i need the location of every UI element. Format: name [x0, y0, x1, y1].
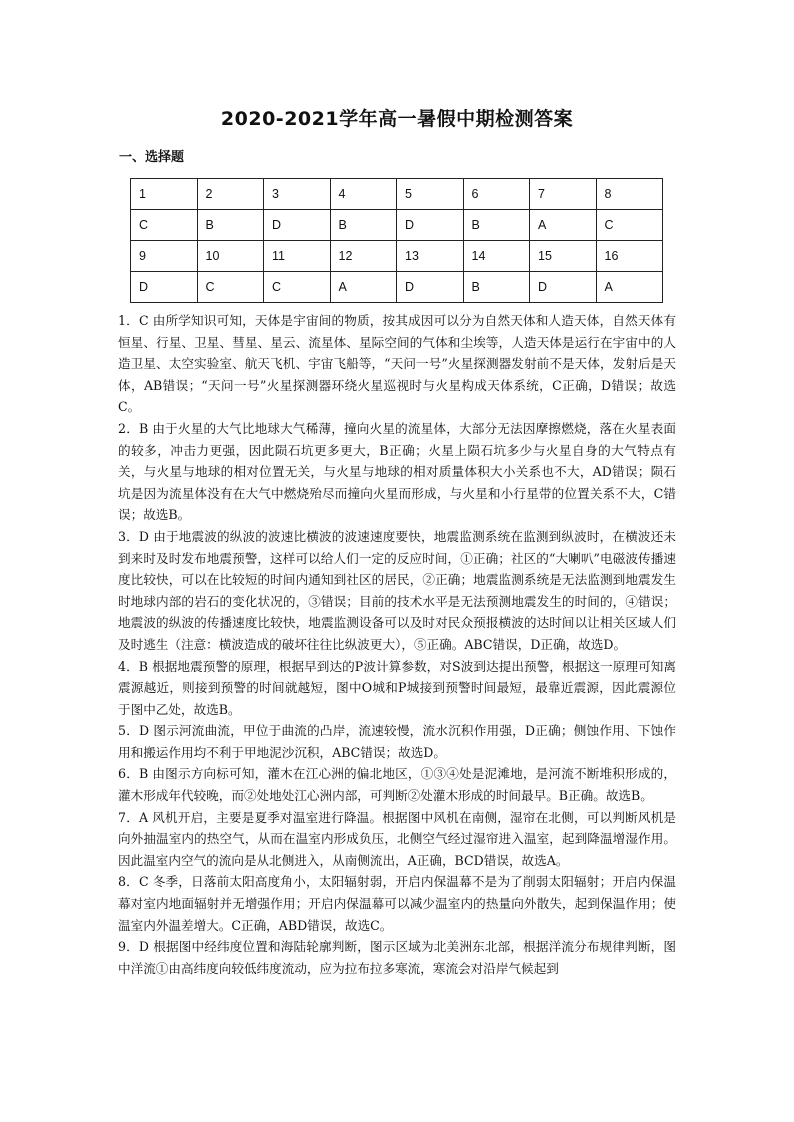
answer-cell: C [264, 272, 331, 303]
answer-cell: C [596, 210, 663, 241]
explanation-paragraph: 7．A 风机开启，主要是夏季对温室进行降温。根据图中风机在南侧，湿帘在北侧，可以判断风机是向外抽温室内的热空气，从而在温室内形成负压，北侧空气经过湿帘进入温室，起到降温增湿作用。因此温室内空气的流向是从北侧进入，从南侧流出，A正确，BCD错误，故选A。 [118, 809, 676, 868]
explanation-paragraph: 3．D 由于地震波的纵波的波速比横波的波速速度要快，地震监测系统在监测到纵波时，在横波还未到来时及时发布地震预警，这样可以给人们一定的反应时间，①正确；社区的“大喇叭”电磁波传播速度比较快，可以在比较短的时间内通知到社区的居民，②正确；地震监测系统是无法监测到地震发生时地球内部的岩石的变化状况的，③错误；目前的技术水平是无法预测地震发生的时间的，④错误；地震波的纵波的传播速度比较快，地震监测设备可以及时对民众预报横波的达时间以让相关区域人们及时逃生（注意：横波造成的破坏往往比纵波更大），⑤正确。ABC错误，D正确，故选D。 [118, 528, 676, 652]
explanation-paragraph: 6．B 由图示方向标可知，灌木在江心洲的偏北地区，①③④处是泥滩地，是河流不断堆积形成的，灌木形成年代较晚，而②处地处江心洲内部，可判断②处灌木形成的时间最早。B正确。故选B。 [118, 766, 676, 804]
question-number-cell: 1 [131, 179, 198, 210]
question-number-cell: 4 [330, 179, 397, 210]
explanation-paragraph: 2．B 由于火星的大气比地球大气稀薄，撞向火星的流星体，大部分无法因摩擦燃烧，落在火星表面的较多，冲击力更强，因此陨石坑更多更大，B正确；火星上陨石坑多少与火星自身的大气特点有关，与火星与地球的相对位置无关，与火星与地球的相对质量体积大小关系也不大，AD错误；陨石坑是因为流星体没有在大气中燃烧殆尽而撞向火星而形成，与火星和小行星带的位置关系不大，C错误；故选B。 [118, 420, 676, 523]
explanation-paragraph: 5．D 图示河流曲流，甲位于曲流的凸岸，流速较慢，流水沉积作用强，D正确；侧蚀作用、下蚀作用和搬运作用均不利于甲地泥沙沉积，ABC错误；故选D。 [118, 723, 676, 760]
answer-cell: B [330, 210, 397, 241]
explanation-paragraph: 8．C 冬季，日落前太阳高度角小，太阳辐射弱，开启内保温幕不是为了削弱太阳辐射；开启内保温幕对室内地面辐射并无增强作用；开启内保温幕可以减少温室内的热量向外散失，起到保温作用；使温室内外温差增大。C正确，ABD错误，故选C。 [118, 874, 676, 933]
question-number-cell: 9 [131, 241, 198, 272]
question-number-cell: 13 [397, 241, 464, 272]
question-number-cell: 10 [197, 241, 264, 272]
answer-table [130, 178, 663, 303]
answer-cell: D [264, 210, 331, 241]
question-number-cell: 11 [264, 241, 331, 272]
answer-cell: D [397, 272, 464, 303]
answer-cell: A [530, 210, 597, 241]
table-row [131, 179, 663, 210]
question-number-cell: 8 [596, 179, 663, 210]
answer-cell: C [131, 210, 198, 241]
explanation-paragraph: 4．B 根据地震预警的原理，根据早到达的P波计算参数，对S波到达提出预警，根据这一原理可知离震源越近，则接到预警的时间就越短，图中O城和P城接到预警时间最短，最靠近震源，因此震源位于图中乙处，故选B。 [118, 658, 676, 717]
question-number-cell: 14 [463, 241, 530, 272]
question-number-cell: 6 [463, 179, 530, 210]
question-number-cell: 15 [530, 241, 597, 272]
answer-cell: B [463, 210, 530, 241]
answer-cell: D [530, 272, 597, 303]
table-row [131, 241, 663, 272]
explanations [118, 310, 676, 979]
answer-cell: B [197, 210, 264, 241]
question-number-cell: 12 [330, 241, 397, 272]
explanation-paragraph: 1．C 由所学知识可知，天体是宇宙间的物质，按其成因可以分为自然天体和人造天体，自然天体有恒星、行星、卫星、彗星、星云、流星体、星际空间的气体和尘埃等，人造天体是运行在宇宙中的人造卫星、太空实验室、航天飞机、宇宙飞船等，“天问一号”火星探测器发射前不是天体，发射后是天体，AB错误；“天问一号”火星探测器环绕火星巡视时与火星构成天体系统，C正确，D错误；故选C。 [118, 313, 676, 415]
answer-cell: D [131, 272, 198, 303]
question-number-cell: 2 [197, 179, 264, 210]
answer-cell: A [596, 272, 663, 303]
answer-cell: A [330, 272, 397, 303]
question-number-cell: 16 [596, 241, 663, 272]
answer-cell: B [463, 272, 530, 303]
answer-cell: C [197, 272, 264, 303]
question-number-cell: 5 [397, 179, 464, 210]
page-title: 2020-2021学年高一暑假中期检测答案 [220, 108, 574, 130]
question-number-cell: 3 [264, 179, 331, 210]
explanation-paragraph: 9．D 根据图中经纬度位置和海陆轮廓判断，图示区域为北美洲东北部，根据洋流分布规律判断，图中洋流①由高纬度向较低纬度流动，应为拉布拉多寒流，寒流会对沿岸气候起到 [118, 939, 676, 976]
question-number-cell: 7 [530, 179, 597, 210]
table-row [131, 272, 663, 303]
answer-cell: D [397, 210, 464, 241]
table-row [131, 210, 663, 241]
section-heading: 一、选择题 [119, 150, 185, 165]
